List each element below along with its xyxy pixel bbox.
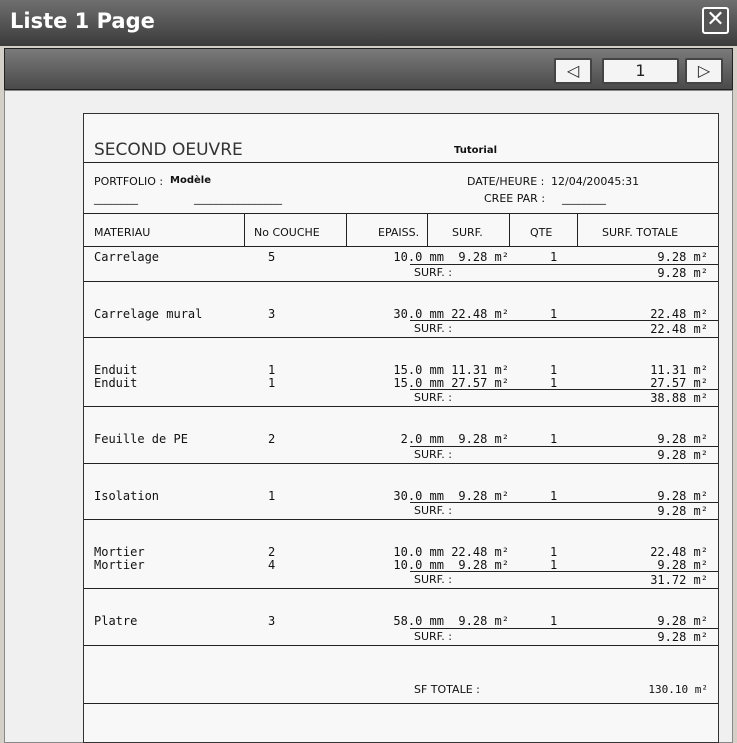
cell-surface: 9.28 m² xyxy=(458,614,509,628)
column-header-epaisseur: EPAISS. xyxy=(378,226,420,239)
subtotal-value: 38.88 m² xyxy=(650,391,708,405)
cell-surface: 27.57 m² xyxy=(451,375,509,390)
grand-total-value: 130.10 m² xyxy=(648,682,708,696)
cell-couche: 5 xyxy=(268,250,276,264)
cell-surface-totale: 9.28 m² xyxy=(657,488,708,503)
column-header-surface-totale: SURF. TOTALE xyxy=(602,226,679,239)
portfolio-label: PORTFOLIO : xyxy=(94,175,164,188)
cell-epaisseur: 2.0 mm xyxy=(400,432,444,446)
cell-quantite: 1 xyxy=(550,363,558,377)
group-divider xyxy=(84,337,718,338)
footer-rule xyxy=(84,703,718,704)
group-divider xyxy=(84,463,718,464)
cell-epaisseur: 15.0 mm xyxy=(393,363,444,377)
title-bar xyxy=(0,0,737,46)
cell-surface-totale: 9.28 m² xyxy=(657,432,708,446)
cell-surface: 11.31 m² xyxy=(451,363,509,377)
cell-surface-totale: 9.28 m² xyxy=(657,614,708,628)
subtotal-label: SURF. : xyxy=(414,265,452,279)
cell-epaisseur: 30.0 mm xyxy=(393,488,444,503)
subtotal-value: 22.48 m² xyxy=(650,322,708,336)
subtotal-rule xyxy=(410,446,718,447)
cell-epaisseur: 10.0 mm xyxy=(393,545,444,559)
column-header-couche: No COUCHE xyxy=(254,226,320,239)
subtotal-rule xyxy=(410,628,718,629)
subtotal-value: 9.28 m² xyxy=(657,265,708,280)
cell-epaisseur: 10.0 mm xyxy=(393,557,444,572)
cell-couche: 2 xyxy=(268,545,276,559)
group-divider xyxy=(84,645,718,646)
subtotal-rule xyxy=(410,264,718,265)
group-divider xyxy=(84,519,718,520)
subtotal-label: SURF. : xyxy=(414,504,452,517)
column-header-quantite: QTE xyxy=(530,226,553,239)
cell-quantite: 1 xyxy=(550,488,558,503)
previous-page-button[interactable]: ◁ xyxy=(554,58,592,84)
subtotal-value: 9.28 m² xyxy=(657,504,708,518)
cell-epaisseur: 58.0 mm xyxy=(393,614,444,628)
close-icon[interactable]: ✕ xyxy=(702,7,729,34)
created-by-label: CREE PAR : xyxy=(484,192,546,205)
cell-surface-totale: 22.48 m² xyxy=(650,545,708,559)
cell-materiau: Mortier xyxy=(94,545,145,559)
portfolio-value: Modèle xyxy=(170,175,211,186)
cell-surface-totale: 9.28 m² xyxy=(657,250,708,264)
cell-materiau: Feuille de PE xyxy=(94,432,188,446)
next-page-button[interactable]: ▷ xyxy=(685,58,723,84)
subtotal-rule xyxy=(410,571,718,572)
cell-materiau: Mortier xyxy=(94,557,145,572)
cell-materiau: Isolation xyxy=(94,488,160,503)
cell-epaisseur: 10.0 mm xyxy=(393,250,444,264)
subtotal-label: SURF. : xyxy=(414,391,452,404)
blank-line-2: ________________ xyxy=(194,192,282,205)
group-divider xyxy=(84,281,718,282)
cell-quantite: 1 xyxy=(550,432,558,446)
subtotal-label: SURF. : xyxy=(414,573,452,586)
subtotal-value: 31.72 m² xyxy=(650,573,708,587)
column-header-materiau: MATERIAU xyxy=(94,226,151,239)
subtotal-label: SURF. : xyxy=(414,629,452,643)
cell-quantite: 1 xyxy=(550,250,558,264)
subtotal-label: SURF. : xyxy=(414,447,452,461)
cell-quantite: 1 xyxy=(550,545,558,559)
cell-surface: 22.48 m² xyxy=(451,545,509,559)
subtotal-rule xyxy=(410,502,718,503)
subtotal-rule xyxy=(410,320,718,321)
group-divider xyxy=(84,406,718,407)
cell-surface-totale: 11.31 m² xyxy=(650,363,708,377)
blank-line-1: ________ xyxy=(94,192,138,205)
report-subheading: Tutorial xyxy=(454,145,498,156)
cell-surface-totale: 27.57 m² xyxy=(650,375,708,390)
report-heading: SECOND OEUVRE xyxy=(94,140,243,160)
page-toolbar xyxy=(4,48,733,90)
datetime-label: DATE/HEURE : xyxy=(467,175,545,188)
cell-couche: 1 xyxy=(268,375,276,390)
subtotal-rule xyxy=(410,389,718,390)
window-title: Liste 1 Page xyxy=(10,9,155,33)
cell-couche: 2 xyxy=(268,432,276,446)
cell-couche: 3 xyxy=(268,614,276,628)
cell-materiau: Platre xyxy=(94,614,138,628)
cell-couche: 4 xyxy=(268,557,276,572)
subtotal-value: 9.28 m² xyxy=(657,447,708,462)
datetime-value: 12/04/20045:31 xyxy=(551,175,640,188)
cell-quantite: 1 xyxy=(550,375,558,390)
cell-materiau: Carrelage xyxy=(94,250,160,264)
cell-surface: 9.28 m² xyxy=(458,488,509,503)
page-number-field[interactable]: 1 xyxy=(602,58,679,84)
cell-couche: 3 xyxy=(268,306,276,321)
cell-materiau: Enduit xyxy=(94,363,138,377)
group-divider xyxy=(84,588,718,589)
cell-quantite: 1 xyxy=(550,306,558,321)
cell-epaisseur: 15.0 mm xyxy=(393,375,444,390)
column-header-surface: SURF. xyxy=(452,226,483,239)
subtotal-label: SURF. : xyxy=(414,322,452,335)
cell-materiau: Carrelage mural xyxy=(94,306,203,321)
cell-surface-totale: 9.28 m² xyxy=(657,557,708,572)
report-page xyxy=(83,113,719,743)
cell-epaisseur: 30.0 mm xyxy=(393,306,444,321)
cell-materiau: Enduit xyxy=(94,375,138,390)
cell-couche: 1 xyxy=(268,363,276,377)
cell-quantite: 1 xyxy=(550,614,558,628)
cell-surface: 9.28 m² xyxy=(458,557,509,572)
cell-surface-totale: 22.48 m² xyxy=(650,306,708,321)
cell-quantite: 1 xyxy=(550,557,558,572)
cell-surface: 9.28 m² xyxy=(458,250,509,264)
cell-surface: 9.28 m² xyxy=(458,432,509,446)
cell-couche: 1 xyxy=(268,488,276,503)
grand-total-label: SF TOTALE : xyxy=(414,682,480,696)
cell-surface: 22.48 m² xyxy=(451,306,509,321)
created-by-value: ________ xyxy=(562,192,606,205)
subtotal-value: 9.28 m² xyxy=(657,629,708,644)
